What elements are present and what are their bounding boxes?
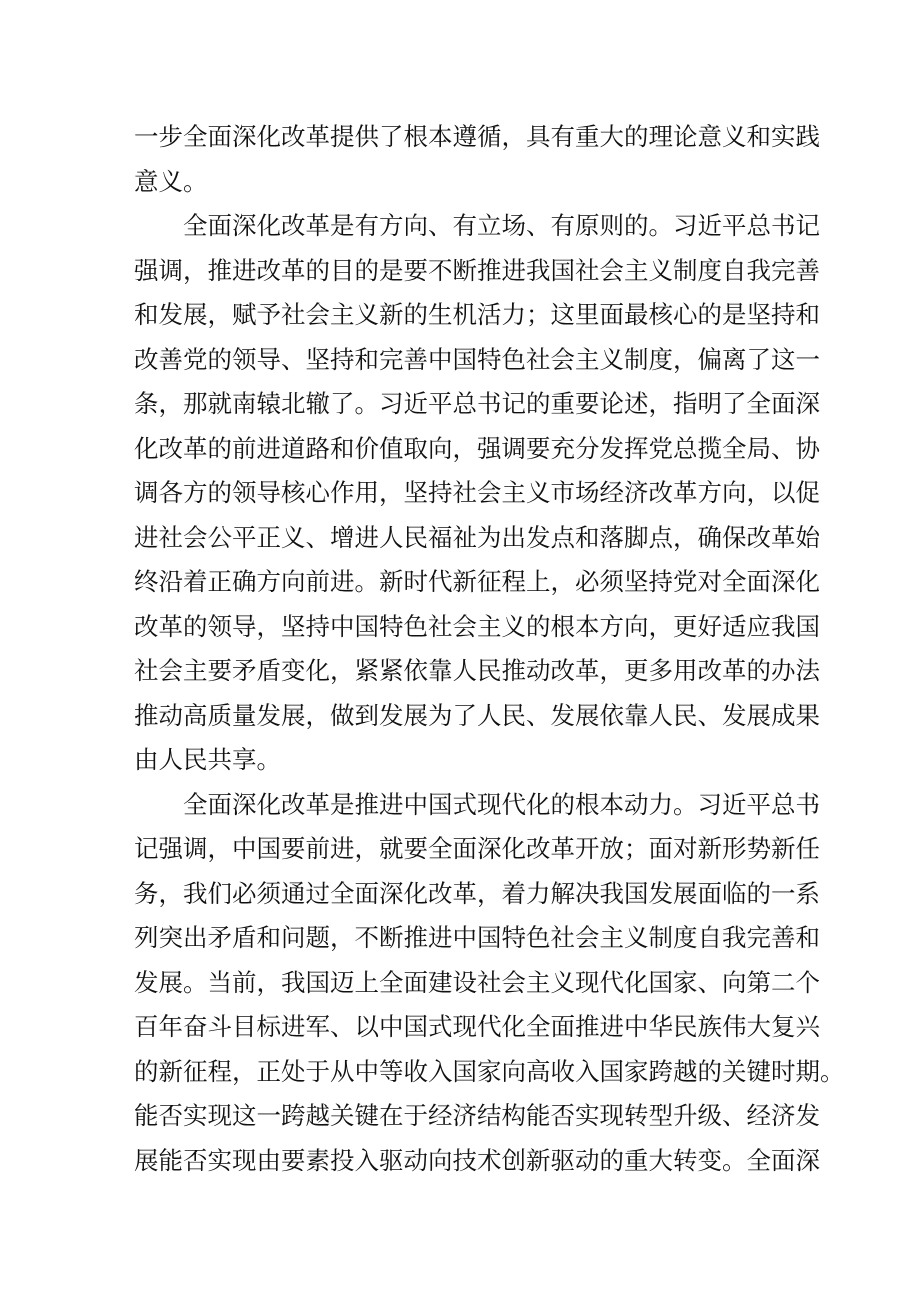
text-line: 意义。 — [134, 166, 208, 196]
text-line: 能否实现这一跨越关键在于经济结构能否实现转型升级、经济发 — [134, 1101, 820, 1130]
paragraph — [134, 783, 845, 1184]
text-line: 进社会公平正义、增进人民福祉为出发点和落脚点，确保改革始 — [134, 522, 820, 552]
text-line: 展能否实现由要素投入驱动向技术创新驱动的重大转变。全面深 — [134, 1145, 820, 1175]
text-line: 百年奋斗目标进军、以中国式现代化全面推进中华民族伟大复兴 — [134, 1012, 820, 1041]
text-line: 务，我们必须通过全面深化改革，着力解决我国发展面临的一系 — [134, 878, 820, 908]
text-line: 由人民共享。 — [134, 745, 281, 774]
paragraph — [134, 204, 820, 783]
text-line: 记强调，中国要前进，就要全面深化改革开放；面对新形势新任 — [134, 834, 820, 863]
text-line: 的新征程，正处于从中等收入国家向高收入国家跨越的关键时期。 — [134, 1056, 845, 1086]
text-line: 条，那就南辕北辙了。习近平总书记的重要论述，指明了全面深 — [134, 389, 820, 418]
text-line: 社会主要矛盾变化，紧紧依靠人民推动改革，更多用改革的办法 — [134, 656, 820, 685]
text-line: 和发展，赋予社会主义新的生机活力；这里面最核心的是坚持和 — [134, 300, 820, 329]
text-line: 化改革的前进道路和价值取向，强调要充分发挥党总揽全局、协 — [134, 433, 820, 463]
text-line: 全面深化改革是有方向、有立场、有原则的。习近平总书记 — [183, 211, 820, 240]
text-line: 发展。当前，我国迈上全面建设社会主义现代化国家、向第二个 — [134, 967, 820, 997]
text-line: 一步全面深化改革提供了根本遵循，具有重大的理论意义和实践 — [134, 122, 820, 151]
text-line: 全面深化改革是推进中国式现代化的根本动力。习近平总书 — [183, 789, 820, 819]
text-line: 改善党的领导、坚持和完善中国特色社会主义制度，偏离了这一 — [134, 344, 820, 374]
text-line: 调各方的领导核心作用，坚持社会主义市场经济改革方向，以促 — [134, 478, 820, 507]
paragraph — [134, 115, 820, 204]
text-line: 推动高质量发展，做到发展为了人民、发展依靠人民、发展成果 — [134, 700, 820, 730]
text-line: 列突出矛盾和问题，不断推进中国特色社会主义制度自我完善和 — [134, 923, 820, 952]
text-line: 改革的领导，坚持中国特色社会主义的根本方向，更好适应我国 — [134, 611, 820, 641]
text-line: 终沿着正确方向前进。新时代新征程上，必须坚持党对全面深化 — [134, 567, 820, 596]
text-line: 强调，推进改革的目的是要不断推进我国社会主义制度自我完善 — [134, 255, 820, 285]
body-text — [134, 115, 845, 1183]
